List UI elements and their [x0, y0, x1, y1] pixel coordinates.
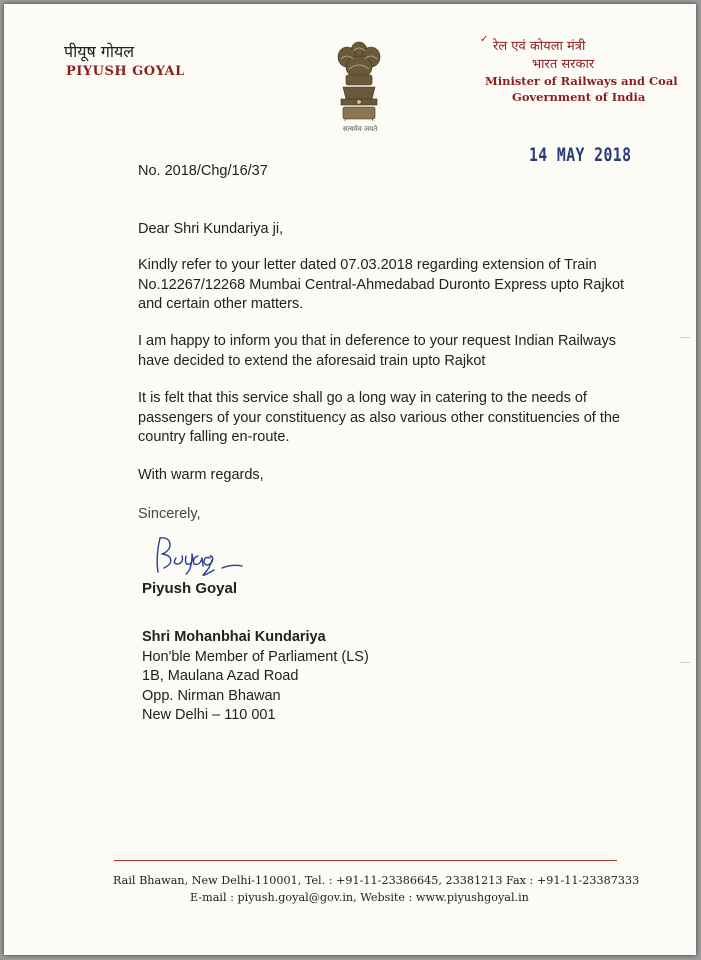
- footer-contact: Rail Bhawan, New Delhi-110001, Tel. : +91-11-23386645, 23381213 Fax : +91-11-23387333: [113, 874, 640, 887]
- english-name: PIYUSH GOYAL: [66, 64, 185, 79]
- minister-title: Minister of Railways and Coal: [485, 74, 678, 88]
- handwritten-signature: [148, 532, 248, 580]
- hindi-title-line2: भारत सरकार: [532, 57, 595, 72]
- hindi-title-line1: रेल एवं कोयला मंत्री: [493, 39, 586, 54]
- closing: With warm regards,: [138, 467, 264, 483]
- reference-number: No. 2018/Chg/16/37: [138, 163, 268, 179]
- emblem-motto: सत्यमेव जयते: [342, 125, 378, 133]
- tick-mark: ✓: [480, 34, 489, 45]
- national-emblem-icon: [329, 37, 389, 137]
- fold-mark: [680, 662, 690, 663]
- address-line-1: 1B, Maulana Azad Road: [142, 668, 299, 684]
- letter-page: [4, 4, 696, 955]
- paragraph-3: It is felt that this service shall go a long way in catering to the needs of passengers of your constituency as also various other constituencies of the country falling en-route.: [138, 390, 620, 445]
- fold-mark: [680, 337, 690, 338]
- salutation: Dear Shri Kundariya ji,: [138, 221, 284, 237]
- address-line-2: Opp. Nirman Bhawan: [142, 687, 281, 704]
- recipient-address: [142, 628, 369, 726]
- sign-off: Sincerely,: [138, 506, 201, 522]
- recipient-name: Shri Mohanbhai Kundariya: [142, 629, 326, 645]
- footer-divider: [114, 860, 617, 861]
- footer-email-website: E-mail : piyush.goyal@gov.in, Website : www.piyushgoyal.in: [190, 891, 529, 904]
- date-stamp: 14 MAY 2018: [529, 144, 632, 166]
- address-line-3: New Delhi – 110 001: [142, 707, 276, 723]
- hindi-name: पीयूष गोयल: [64, 42, 135, 61]
- government-title: Government of India: [512, 90, 646, 104]
- recipient-designation: Hon'ble Member of Parliament (LS): [142, 648, 369, 665]
- signer-name: Piyush Goyal: [142, 580, 238, 597]
- paragraph-2: I am happy to inform you that in deference to your request Indian Railways have decided to extend the aforesaid train upto Rajkot: [138, 333, 616, 369]
- paragraph-1: Kindly refer to your letter dated 07.03.2018 regarding extension of Train No.12267/12268 Mumbai Central-Ahmedabad Duronto Express upto Rajkot and certain other matters.: [138, 257, 625, 312]
